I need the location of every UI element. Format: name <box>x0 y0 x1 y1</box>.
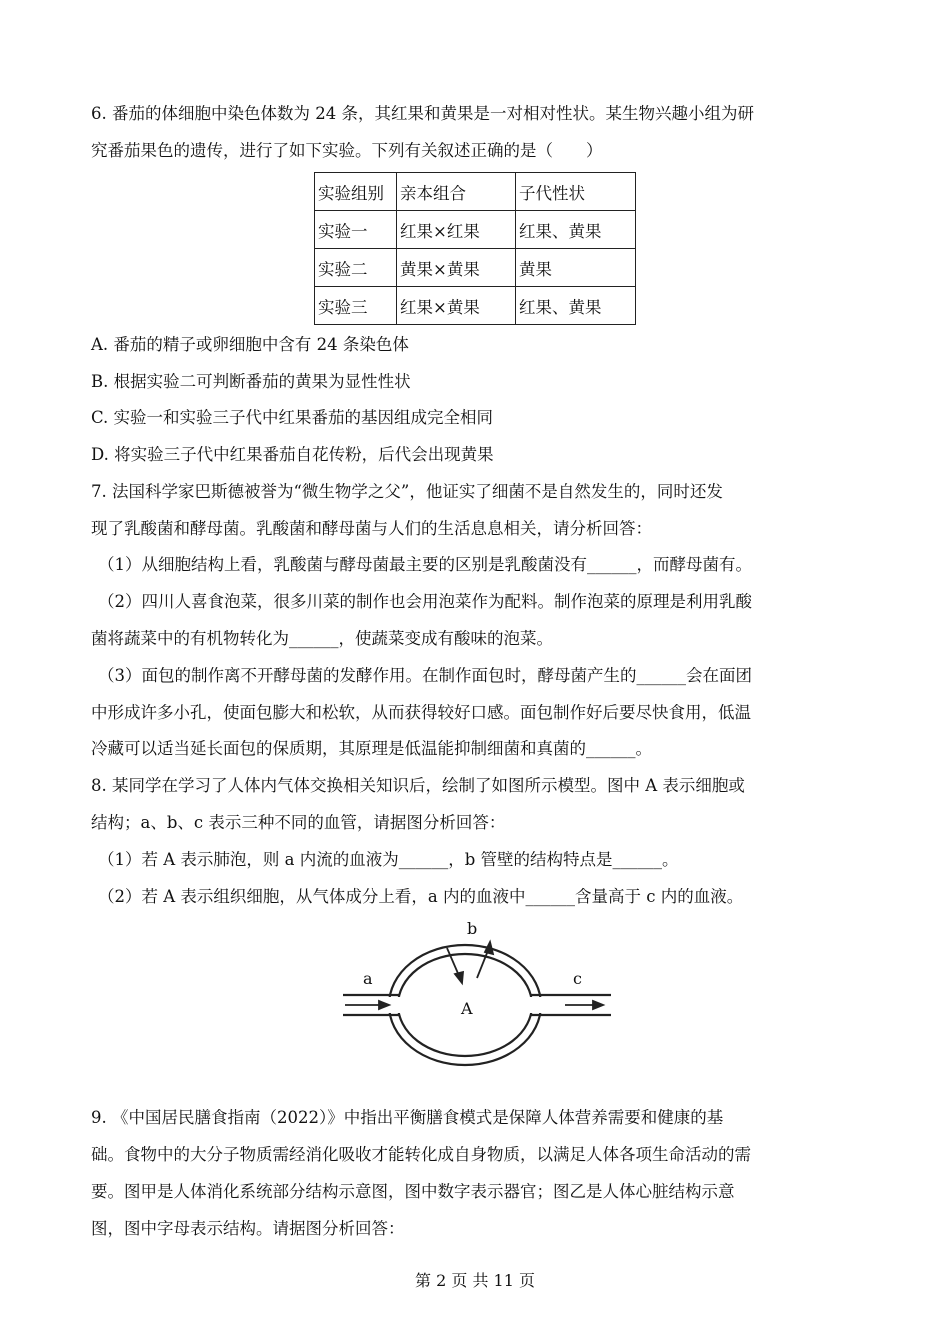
table-cell: 红果、黄果 <box>516 287 636 325</box>
q9-stem-line2: 础。食物中的大分子物质需经消化吸收才能转化成自身物质，以满足人体各项生命活动的需 <box>91 1145 751 1164</box>
q8-stem-line1: 8. 某同学在学习了人体内气体交换相关知识后，绘制了如图所示模型。图中 A 表示细胞或 <box>91 776 745 795</box>
label-c: c <box>573 969 582 988</box>
table-cell: 黄果 <box>516 249 636 287</box>
q9-stem-line4: 图，图中字母表示结构。请据图分析回答： <box>91 1219 405 1238</box>
table-cell: 黄果×黄果 <box>397 249 516 287</box>
table-row <box>315 249 636 287</box>
q8-stem-line2: 结构；a、b、c 表示三种不同的血管，请据图分析回答： <box>91 813 506 832</box>
q6-option-b: B. 根据实验二可判断番茄的黄果为显性性状 <box>91 372 411 391</box>
q9-stem-line1: 9. 《中国居民膳食指南（2022）》中指出平衡膳食模式是保障人体营养需要和健康的基 <box>91 1108 724 1127</box>
experiment-table <box>314 172 636 325</box>
table-header-cell: 子代性状 <box>516 173 636 211</box>
table-header-cell: 亲本组合 <box>397 173 516 211</box>
q8-part2: （2）若 A 表示组织细胞，从气体成分上看，a 内的血液中______含量高于 c 内的血液。 <box>98 887 744 906</box>
arrow-up-icon <box>485 942 493 954</box>
table-row <box>315 211 636 249</box>
q6-option-c: C. 实验一和实验三子代中红果番茄的基因组成完全相同 <box>91 408 494 427</box>
arrow-right-icon <box>593 1001 603 1009</box>
table-cell: 红果×黄果 <box>397 287 516 325</box>
label-A: A <box>461 999 473 1018</box>
q6-option-a: A. 番茄的精子或卵细胞中含有 24 条染色体 <box>91 335 409 354</box>
q7-part3-line2: 中形成许多小孔，使面包膨大和松软，从而获得较好口感。面包制作好后要尽快食用，低温 <box>91 703 751 722</box>
q6-stem-line1: 6. 番茄的体细胞中染色体数为 24 条，其红果和黄果是一对相对性状。某生物兴趣小组为研 <box>91 104 754 123</box>
table-row <box>315 287 636 325</box>
table-cell: 实验一 <box>315 211 397 249</box>
q7-stem-line1: 7. 法国科学家巴斯德被誉为“微生物学之父”，他证实了细菌不是自然发生的，同时还发 <box>91 482 723 501</box>
table-cell: 实验二 <box>315 249 397 287</box>
q8-part1: （1）若 A 表示肺泡，则 a 内流的血液为______，b 管壁的结构特点是______。 <box>98 850 679 869</box>
q7-part2-line2: 菌将蔬菜中的有机物转化为______，使蔬菜变成有酸味的泡菜。 <box>91 629 553 648</box>
page-footer: 第 2 页 共 11 页 <box>415 1271 535 1290</box>
q7-part3-line3: 冷藏可以适当延长面包的保质期，其原理是低温能抑制细菌和真菌的______。 <box>91 739 652 758</box>
label-a: a <box>363 969 373 988</box>
q7-part2-line1: （2）四川人喜食泡菜，很多川菜的制作也会用泡菜作为配料。制作泡菜的原理是利用乳酸 <box>98 592 752 611</box>
table-header-cell: 实验组别 <box>315 173 397 211</box>
table-header-row <box>315 173 636 211</box>
label-b: b <box>467 919 478 938</box>
q6-stem-line2: 究番茄果色的遗传，进行了如下实验。下列有关叙述正确的是（ ） <box>91 141 603 160</box>
table-cell: 红果×红果 <box>397 211 516 249</box>
q6-option-d: D. 将实验三子代中红果番茄自花传粉，后代会出现黄果 <box>91 445 494 464</box>
q9-stem-line3: 要。图甲是人体消化系统部分结构示意图，图中数字表示器官；图乙是人体心脏结构示意 <box>91 1182 735 1201</box>
q7-stem-line2: 现了乳酸菌和酵母菌。乳酸菌和酵母菌与人们的生活息息相关，请分析回答： <box>91 519 652 538</box>
table-cell: 红果、黄果 <box>516 211 636 249</box>
q7-part3-line1: （3）面包的制作离不开酵母菌的发酵作用。在制作面包时，酵母菌产生的______会在面团 <box>98 666 752 685</box>
table-cell: 实验三 <box>315 287 397 325</box>
q7-part1: （1）从细胞结构上看，乳酸菌与酵母菌最主要的区别是乳酸菌没有______，而酵母菌有。 <box>98 555 752 574</box>
arrow-down-icon <box>455 972 463 983</box>
gas-exchange-diagram <box>343 918 613 1073</box>
